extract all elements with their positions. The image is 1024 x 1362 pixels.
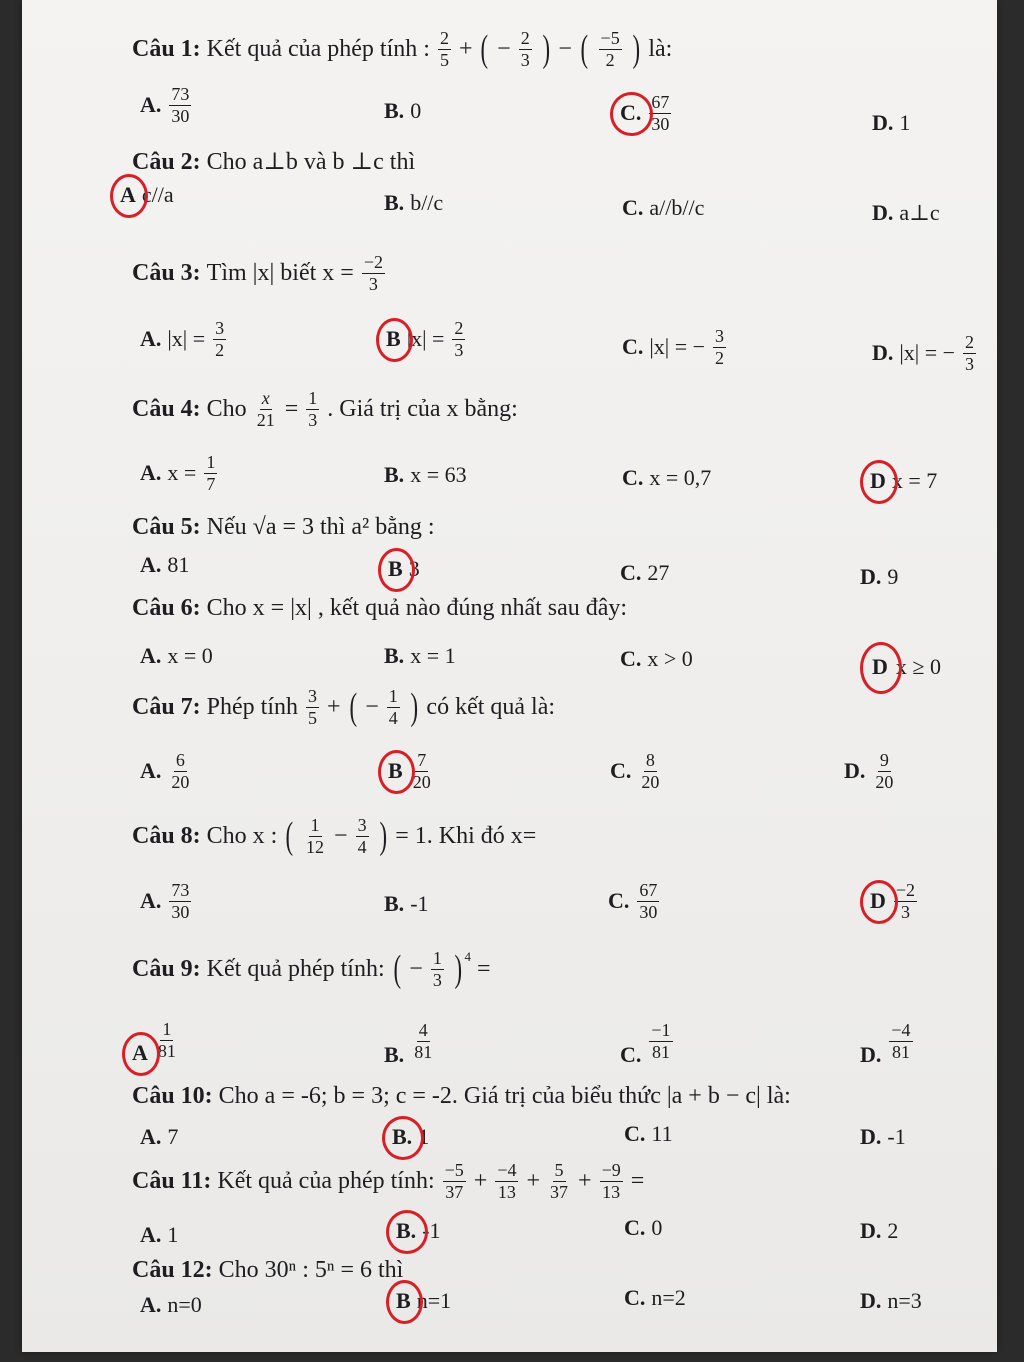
math-part <box>255 388 277 430</box>
option-a[interactable] <box>132 1016 180 1064</box>
math-part: 3 <box>308 686 318 706</box>
parenthesis: ) <box>542 28 550 71</box>
math-part <box>649 1020 672 1062</box>
math-part <box>304 815 326 857</box>
math-part: 3 <box>368 273 378 294</box>
answer-circle: B <box>396 1288 411 1313</box>
question-tail: là: <box>648 36 673 63</box>
option-d[interactable]: D. |x| = − $\frac{2}{3}$ <box>872 332 975 374</box>
parenthesis: ) <box>632 28 640 71</box>
math-part: 67 <box>639 880 658 900</box>
answer-circle: B <box>388 758 403 784</box>
parenthesis: ) <box>379 815 387 858</box>
math-part: 30 <box>171 105 190 126</box>
math-part <box>169 750 191 792</box>
math-part: 3 <box>357 815 367 835</box>
option-b[interactable]: B. -1 <box>384 891 429 916</box>
math-part: 3 <box>900 901 910 922</box>
parenthesis: ) <box>410 686 418 729</box>
math-part: 2 <box>965 332 975 352</box>
option-b[interactable]: B n=1 <box>396 1288 452 1313</box>
math-part <box>204 452 217 494</box>
math-part: −2 <box>895 880 916 900</box>
option-b[interactable]: B. -1 <box>396 1218 441 1243</box>
math-part: 21 <box>256 409 275 430</box>
math-part: −4 <box>497 1160 517 1180</box>
option-c[interactable]: C. 27 <box>620 560 670 585</box>
option-b[interactable]: B. $\frac{4}{81}$ <box>384 1019 433 1067</box>
question-11: Câu 11: Kết quả của phép tính: $\frac{-5}{37}$ + $\frac{-4}{13}$ + $\frac{5}{37}$ + $\frac{-9}{13}$ = <box>132 1160 645 1202</box>
fraction <box>519 28 532 70</box>
math-part <box>362 252 385 294</box>
option-b[interactable] <box>388 750 435 792</box>
option-d[interactable]: D. n=3 <box>860 1288 922 1313</box>
math-part: 2 <box>520 28 530 48</box>
math-part <box>306 388 319 430</box>
option-b[interactable]: B. x = 63 <box>384 462 467 487</box>
math-part <box>213 318 226 360</box>
answer-circle: B <box>388 556 403 581</box>
parenthesis: ( <box>580 28 589 71</box>
math-part: 2 <box>439 28 449 48</box>
option-b[interactable]: B. 1 <box>392 1124 430 1149</box>
math-part: 3 <box>215 318 225 338</box>
math-part: 9 <box>879 750 889 770</box>
option-d[interactable]: D. -1 <box>860 1124 906 1149</box>
math-part <box>637 880 659 922</box>
question-2: Câu 2: Cho a⊥b và b ⊥c thì <box>132 149 416 175</box>
question-6: Câu 6: Cho x = |x| , kết quả nào đúng nhất sau đây: <box>132 595 628 621</box>
answer-circle: A <box>120 182 136 207</box>
math-part: 5 <box>308 707 318 728</box>
math-part: 2 <box>215 339 225 360</box>
answer-circle: D <box>870 652 890 682</box>
answer-circle: B. <box>392 1124 413 1149</box>
answer-circle: A <box>132 1040 148 1065</box>
math-part: 13 <box>497 1181 516 1202</box>
math-part: 30 <box>639 901 658 922</box>
math-part <box>452 318 465 360</box>
option-d[interactable]: D. 1 <box>872 110 911 135</box>
option-c[interactable]: C. 0 <box>624 1215 663 1240</box>
math-part <box>356 815 369 857</box>
option-d[interactable]: D. a⊥c <box>872 200 940 225</box>
fraction <box>438 28 451 70</box>
option-b[interactable]: B |x| = $\frac{2}{3}$ <box>386 318 464 360</box>
math-part: 5 <box>439 49 449 70</box>
option-c[interactable]: C. $\frac{8}{20}$ <box>610 750 660 792</box>
math-part <box>169 880 191 922</box>
math-part: x <box>261 388 270 408</box>
math-part <box>387 686 400 728</box>
question-text: Kết quả của phép tính : <box>206 36 430 63</box>
math-part: 20 <box>412 771 431 792</box>
parenthesis: ( <box>285 815 294 858</box>
answer-circle: D <box>870 468 886 493</box>
option-c[interactable]: C. 11 <box>624 1121 673 1146</box>
option-d[interactable]: D x ≥ 0 <box>870 652 941 682</box>
math-part: −9 <box>601 1160 621 1180</box>
math-part <box>873 750 895 792</box>
math-part <box>495 1160 518 1202</box>
math-part: 67 <box>651 92 670 112</box>
math-part: 7 <box>206 473 216 494</box>
parenthesis: ( <box>349 686 357 729</box>
math-part <box>431 948 444 990</box>
option-a[interactable]: A. x = 0 <box>140 643 213 668</box>
answer-circle: B. <box>396 1218 417 1243</box>
question-3: Câu 3: Tìm |x| biết x = $\frac{-2}{3}$ <box>132 252 383 294</box>
math-part: 1 <box>388 686 398 706</box>
math-part: 5 <box>554 1160 564 1180</box>
math-part <box>889 1020 912 1062</box>
answer-circle: B <box>386 326 401 352</box>
option-a[interactable]: A c//a <box>120 182 174 207</box>
option-c[interactable]: C. $\frac{-1}{81}$ <box>620 1019 671 1067</box>
option-c[interactable] <box>620 92 673 134</box>
math-part: 1 <box>310 815 320 835</box>
math-part <box>443 1160 466 1202</box>
fraction <box>599 28 622 70</box>
math-part: 3 <box>965 353 975 374</box>
answer-circle: D <box>870 888 886 914</box>
math-part: 13 <box>602 1181 621 1202</box>
math-part: 37 <box>445 1181 464 1202</box>
exam-paper <box>22 0 997 1352</box>
option-a[interactable]: A. $\frac{73}{30}$ <box>140 880 190 922</box>
math-part <box>600 1160 623 1202</box>
math-part: 4 <box>418 1019 428 1040</box>
math-part: 7 <box>417 750 427 770</box>
parenthesis: ( <box>481 28 489 71</box>
question-10: Câu 10: Cho a = -6; b = 3; c = -2. Giá trị của biểu thức |a + b − c| là: <box>132 1083 791 1109</box>
math-part: 4 <box>388 707 398 728</box>
question-4: Câu 4: Cho $\frac{x}{21}$ = $\frac{1}{3}$ . Giá trị của x bằng: <box>132 388 518 430</box>
option-c[interactable]: C. x = 0,7 <box>622 465 712 490</box>
math-part: 1 <box>308 388 318 408</box>
math-part: −2 <box>363 252 383 272</box>
math-part: 37 <box>550 1181 569 1202</box>
question-7: Câu 7: Phép tính $\frac{3}{5}$ + ( − $\frac{1}{4}$ ) có kết quả là: <box>132 686 556 729</box>
option-b[interactable]: B. x = 1 <box>384 643 456 668</box>
option-a[interactable]: A. $\frac{73}{30}$ <box>140 84 190 126</box>
option-d[interactable]: D. 9 <box>860 564 899 589</box>
math-part: 3 <box>520 49 530 70</box>
option-a[interactable]: A. n=0 <box>140 1292 202 1317</box>
math-part: 73 <box>171 880 190 900</box>
question-1: Câu 1: Kết quả của phép tính : $\frac{2}{5}$ + ( − $\frac{2}{3}$ ) − ( $\frac{-5}{2}$ ) là: <box>132 28 673 71</box>
option-d[interactable]: D x = 7 <box>870 468 938 493</box>
math-part: −4 <box>891 1019 911 1040</box>
question-8: Câu 8: Cho x : ( $\frac{1}{12}$ − $\frac{3}{4}$ ) = 1. Khi đó x= <box>132 815 537 858</box>
math-part: 3 <box>432 969 442 990</box>
math-part: 30 <box>171 901 190 922</box>
option-c[interactable]: C. n=2 <box>624 1285 686 1310</box>
math-part <box>169 84 191 126</box>
math-part: 1 <box>206 452 216 472</box>
math-part: 2 <box>454 318 464 338</box>
option-a[interactable]: A. 7 <box>140 1124 179 1149</box>
option-c[interactable]: C. x > 0 <box>620 646 693 671</box>
math-part: 2 <box>715 347 725 368</box>
math-part: 3 <box>308 409 318 430</box>
option-d[interactable]: D. 2 <box>860 1218 899 1243</box>
math-part: 20 <box>641 771 660 792</box>
math-part: 2 <box>605 49 615 70</box>
option-d[interactable]: D. $\frac{-4}{81}$ <box>860 1019 911 1067</box>
question-5: Câu 5: Nếu √a = 3 thì a² bằng : <box>132 514 435 540</box>
math-part: 20 <box>171 771 190 792</box>
option-c[interactable]: C. |x| = − $\frac{3}{2}$ <box>622 326 725 368</box>
math-part: 1 <box>432 948 442 968</box>
parenthesis: ) <box>454 948 462 991</box>
math-part <box>412 1020 434 1062</box>
answer-circle: C. <box>620 100 642 126</box>
question-number: Câu 1: <box>132 36 201 63</box>
option-b[interactable]: B. 0 <box>384 98 422 123</box>
math-part: 12 <box>306 836 325 857</box>
math-part: 6 <box>175 750 185 770</box>
option-b[interactable]: B 3 <box>388 556 420 581</box>
math-part: 3 <box>715 326 725 346</box>
parenthesis: ( <box>393 948 401 991</box>
math-part: −5 <box>600 28 620 48</box>
math-part: 8 <box>645 750 655 770</box>
option-a[interactable]: A. x = $\frac{1}{7}$ <box>140 452 216 494</box>
option-c[interactable]: C. $\frac{67}{30}$ <box>608 880 658 922</box>
option-a[interactable]: A. 1 <box>140 1222 179 1247</box>
math-part <box>306 686 319 728</box>
question-9: Câu 9: Kết quả phép tính: ( − $\frac{1}{3}$ ) $^4$ = <box>132 948 491 991</box>
math-part: −1 <box>651 1019 671 1040</box>
math-part <box>548 1160 570 1202</box>
option-b[interactable]: B. b//c <box>384 190 444 215</box>
math-part: 30 <box>651 113 670 134</box>
math-part: 4 <box>357 836 367 857</box>
math-part: 3 <box>454 339 464 360</box>
math-part: 81 <box>414 1041 433 1062</box>
math-part <box>713 326 726 368</box>
option-d[interactable]: D. $\frac{9}{20}$ <box>844 750 894 792</box>
math-part <box>963 332 976 374</box>
option-a[interactable]: A. 81 <box>140 552 190 577</box>
question-12: Câu 12: Cho 30ⁿ : 5ⁿ = 6 thì <box>132 1257 404 1283</box>
option-a[interactable]: A. $\frac{6}{20}$ <box>140 750 190 792</box>
math-part: 73 <box>171 84 190 104</box>
math-part: 81 <box>891 1041 910 1062</box>
math-part: 4 <box>464 948 471 964</box>
option-a[interactable]: A. |x| = $\frac{3}{2}$ <box>140 318 225 360</box>
math-part: 20 <box>875 771 894 792</box>
math-part: −5 <box>444 1160 464 1180</box>
option-d[interactable] <box>870 880 919 922</box>
math-part: 1 <box>162 1018 172 1039</box>
math-part: 81 <box>157 1040 176 1061</box>
math-part <box>639 750 661 792</box>
option-c[interactable]: C. a//b//c <box>622 195 705 220</box>
math-part: 81 <box>651 1041 670 1062</box>
